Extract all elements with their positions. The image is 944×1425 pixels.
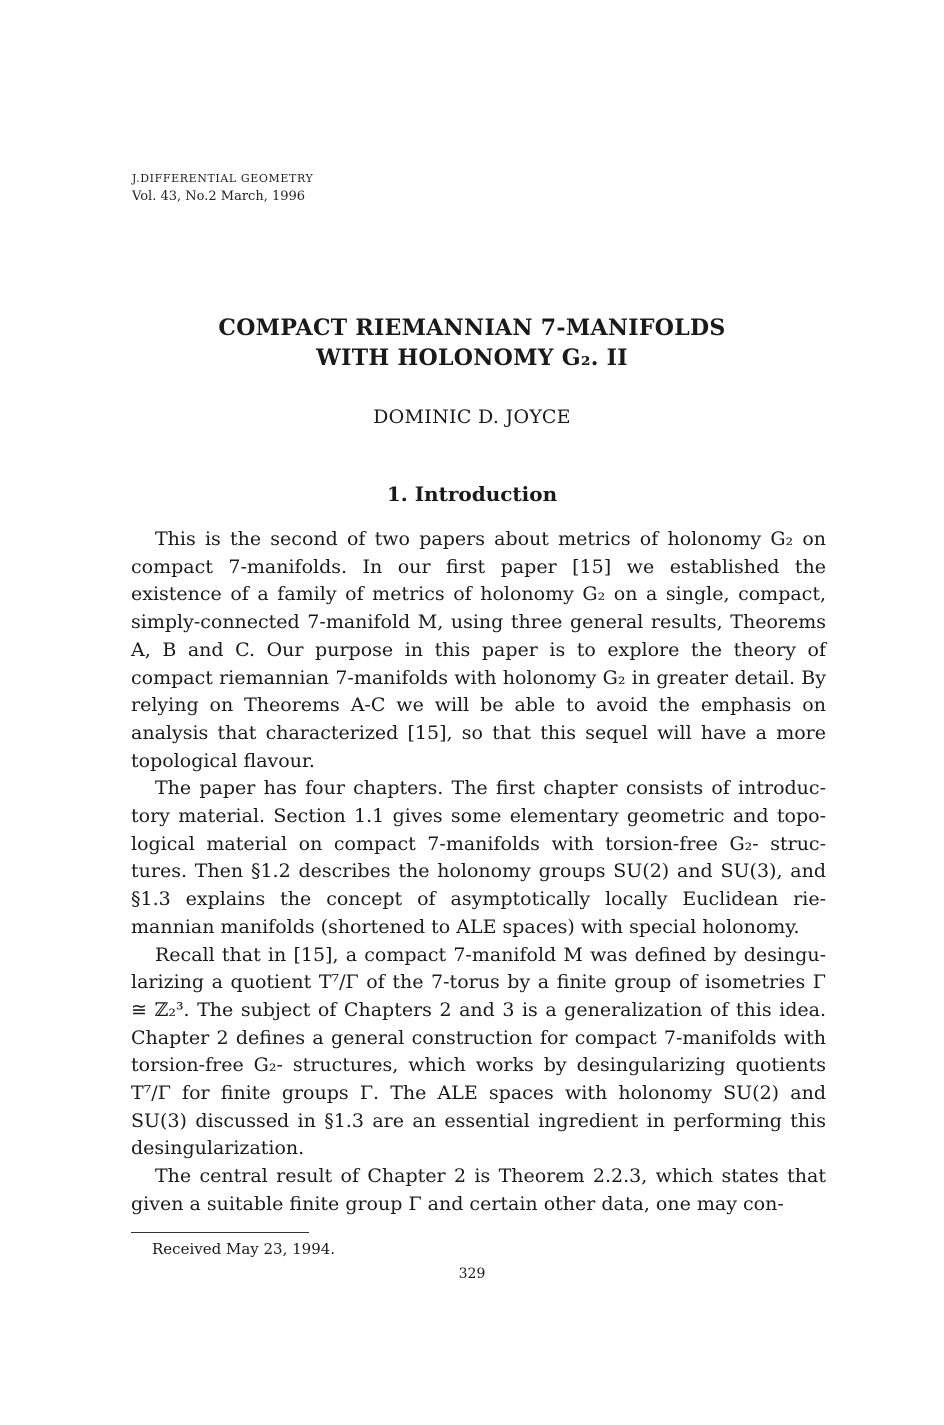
journal-name: J.DIFFERENTIAL GEOMETRY [132,172,314,185]
paragraph: The central result of Chapter 2 is Theorem 2.2.3, which states that given a suitable finite group Γ and certain other data, one may con- [131,1165,826,1215]
paragraph: Recall that in [15], a compact 7-manifold M was defined by desingularizing a quotient T⁷/Γ of the 7-torus by a finite group of isometries Γ ≅ ℤ₂³. The subject of Chapters 2 and 3 is a generalization of this idea. Chapter 2 defines a general construction for compact 7-manifolds with torsion-free G₂- structures, which works by desingularizing quotients T⁷/Γ for finite groups Γ. The ALE spaces with holonomy SU(2) and SU(3) discussed in §1.3 are an essential ingredient in performing this desingularization. [131,943,826,1160]
journal-issue: Vol. 43, No.2 March, 1996 [132,189,306,204]
paragraph: The paper has four chapters. The first chapter consists of introductory material. Section 1.1 gives some elementary geometric and topological material on compact 7-manifolds with torsion-free G₂- structures. Then §1.2 describes the holonomy groups SU(2) and SU(3), and §1.3 explains the concept of asymptotically locally Euclidean riemannian manifolds (shortened to ALE spaces) with special holonomy. [131,777,826,938]
section-heading: 1. Introduction [386,482,558,506]
author-name: DOMINIC D. JOYCE [373,406,571,428]
journal-header [132,170,313,206]
paper-title [0,313,944,373]
footnote-divider [131,1232,309,1233]
paragraph: This is the second of two papers about metrics of holonomy G₂ on compact 7-manifolds. In our first paper [15] we established the existence of a family of metrics of holonomy G₂ on a single, compact, simply-connected 7-manifold M, using three general results, Theorems A, B and C. Our purpose in this paper is to explore the theory of compact riemannian 7-manifolds with holonomy G₂ in greater detail. By relying on Theorems A-C we will be able to avoid the emphasis on analysis that characterized [15], so that this sequel will have a more topological flavour. [131,528,826,772]
paper-title-line-1: COMPACT RIEMANNIAN 7-MANIFOLDS [218,315,726,341]
page-number: 329 [458,1266,486,1282]
paper-title-line-2: WITH HOLONOMY G₂. II [316,345,628,371]
body-text [131,526,826,1219]
footnote: Received May 23, 1994. [152,1240,336,1258]
